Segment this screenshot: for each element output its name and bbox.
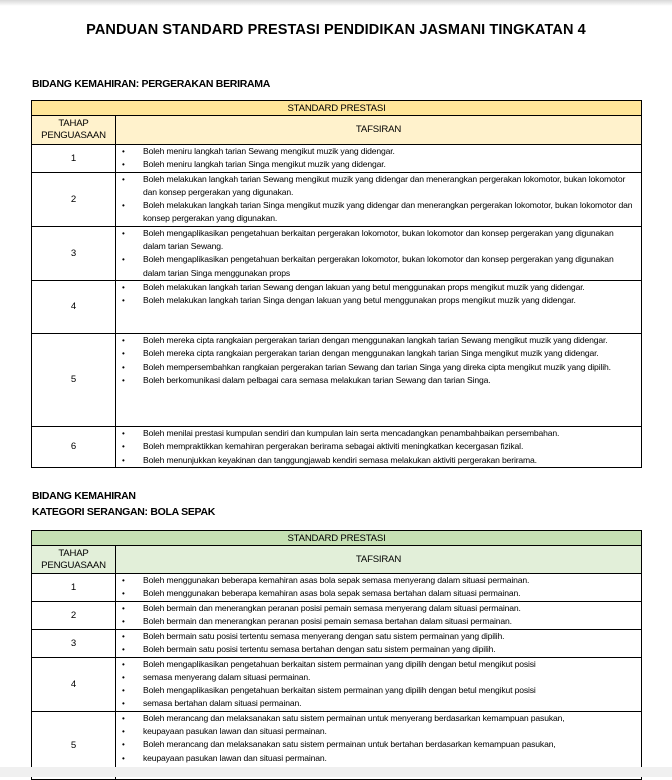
table-row xyxy=(32,280,642,333)
table-row xyxy=(32,574,642,602)
list-item xyxy=(116,347,641,360)
list-item xyxy=(116,725,641,738)
list-item-text: Boleh bermain dan menerangkan peranan posisi pemain semasa bertahan dalam situasi permainan. xyxy=(143,616,512,627)
table-row xyxy=(32,172,642,226)
level-cell: 6 xyxy=(32,426,116,467)
description-cell xyxy=(116,629,642,657)
list-item-text: keupayaan pasukan lawan dan situasi permainan. xyxy=(143,752,327,763)
description-list xyxy=(116,658,641,711)
section-heading-bidang-kemahiran: BIDANG KEMAHIRAN xyxy=(32,490,136,502)
list-item xyxy=(116,281,641,294)
list-item xyxy=(116,145,641,158)
description-list xyxy=(116,427,641,467)
list-item xyxy=(116,574,641,587)
level-cell: 2 xyxy=(32,602,116,630)
column-header-level: TAHAP PENGUASAAN xyxy=(32,546,116,574)
description-list xyxy=(116,173,641,226)
table-row xyxy=(32,602,642,630)
list-item-text: Boleh menilai prestasi kumpulan sendiri dan kumpulan lain serta mencadangkan penambahbaikan persembahan. xyxy=(143,427,560,438)
list-item xyxy=(116,752,641,765)
description-cell xyxy=(116,657,642,711)
list-item xyxy=(116,643,641,656)
list-item-text: Boleh menggunakan beberapa kemahiran asas bola sepak semasa menyerang dalam situasi permainan. xyxy=(143,575,530,585)
bullet-icon: • xyxy=(122,672,125,682)
list-item xyxy=(116,158,641,171)
bullet-icon: • xyxy=(122,375,125,385)
list-item xyxy=(116,427,641,440)
description-cell xyxy=(116,426,642,467)
section-heading-kategori-serangan: KATEGORI SERANGAN: BOLA SEPAK xyxy=(32,506,216,518)
bullet-icon: • xyxy=(122,604,125,613)
list-item-text: Boleh melakukan langkah tarian Singa mengikut muzik yang didengar dan menerangkan pergerakan lokomotor, bukan lokomotor dan konsep pergerakan yang digunakan. xyxy=(143,200,633,224)
column-header-desc: TAFSIRAN xyxy=(116,546,642,574)
bullet-icon: • xyxy=(122,160,125,170)
description-cell xyxy=(116,602,642,630)
level-cell: 3 xyxy=(32,629,116,657)
list-item xyxy=(116,697,641,710)
viewer-bottom-strip xyxy=(0,767,672,777)
bullet-icon: • xyxy=(122,428,125,438)
table-band-header: STANDARD PRESTASI xyxy=(32,101,642,116)
list-item-text: semasa bertahan dalam situasi permainan. xyxy=(143,698,302,709)
bullet-icon: • xyxy=(122,442,125,452)
list-item-text: Boleh mempraktikkan kemahiran pergerakan berirama sebagai aktiviti meningkatkan kecergasan fizikal. xyxy=(143,441,524,452)
document-title: PANDUAN STANDARD PRESTASI PENDIDIKAN JASMANI TINGKATAN 4 xyxy=(86,22,586,38)
list-item xyxy=(116,227,641,254)
bullet-icon: • xyxy=(122,686,125,696)
list-item xyxy=(116,454,641,467)
bullet-icon: • xyxy=(122,201,125,211)
list-item xyxy=(116,684,641,697)
bullet-icon: • xyxy=(122,296,125,306)
level-cell: 3 xyxy=(32,226,116,280)
bullet-icon: • xyxy=(122,644,125,654)
list-item xyxy=(116,587,641,600)
list-item-text: Boleh mengaplikasikan pengetahuan berkaitan pergerakan lokomotor, bukan lokomotor dan konsep pergerakan yang digunakan dalam tarian Singa menggunakan props xyxy=(143,254,614,278)
level-cell: 5 xyxy=(32,333,116,426)
table-row xyxy=(32,657,642,711)
list-item xyxy=(116,602,641,615)
description-list xyxy=(116,227,641,280)
list-item-text: Boleh menunjukkan keyakinan dan tanggungjawab kendiri semasa melakukan aktiviti pergerakan berirama. xyxy=(143,454,537,465)
list-item xyxy=(116,738,641,751)
level-cell: 1 xyxy=(32,574,116,602)
list-item xyxy=(116,199,641,226)
bullet-icon: • xyxy=(122,147,125,156)
list-item xyxy=(116,334,641,347)
description-cell xyxy=(116,172,642,226)
level-cell: 1 xyxy=(32,145,116,173)
standard-prestasi-table-berirama xyxy=(31,100,642,468)
bullet-icon: • xyxy=(122,349,125,359)
description-list xyxy=(116,602,641,629)
list-item xyxy=(116,712,641,725)
level-cell: 2 xyxy=(32,172,116,226)
bullet-icon: • xyxy=(122,335,125,345)
bullet-icon: • xyxy=(122,576,125,585)
description-cell xyxy=(116,333,642,426)
table-row xyxy=(32,426,642,467)
bullet-icon: • xyxy=(122,174,125,184)
list-item xyxy=(116,294,641,307)
column-header-level: TAHAP PENGUASAAN xyxy=(32,116,116,145)
list-item xyxy=(116,361,641,374)
bullet-icon: • xyxy=(122,753,125,763)
section-heading-pergerakan-berirama: BIDANG KEMAHIRAN: PERGERAKAN BERIRAMA xyxy=(32,78,270,90)
list-item-text: Boleh mereka cipta rangkaian pergerakan tarian dengan menggunakan langkah tarian Sewang mengikut muzik yang didengar. xyxy=(143,334,608,345)
list-item-text: semasa menyerang dalam situasi permainan. xyxy=(143,671,311,682)
description-list xyxy=(116,630,641,657)
bullet-icon: • xyxy=(122,659,125,669)
level-cell: 4 xyxy=(32,657,116,711)
table-band-header: STANDARD PRESTASI xyxy=(32,531,642,546)
list-item-text: Boleh melakukan langkah tarian Sewang dengan lakuan yang betul menggunakan props mengikut muzik yang didengar. xyxy=(143,281,585,292)
list-item-text: Boleh meniru langkah tarian Singa mengikut muzik yang didengar. xyxy=(143,159,386,170)
list-item-text: Boleh bermain satu posisi tertentu semasa bertahan dengan satu sistem permainan yang dipilih. xyxy=(143,643,496,654)
bullet-icon: • xyxy=(122,617,125,627)
list-item xyxy=(116,173,641,200)
description-list xyxy=(116,334,641,387)
bullet-icon: • xyxy=(122,699,125,709)
list-item-text: Boleh bermain dan menerangkan peranan posisi pemain semasa menyerang dalam situasi permainan. xyxy=(143,603,521,613)
column-header-desc: TAFSIRAN xyxy=(116,116,642,145)
list-item xyxy=(116,253,641,280)
list-item-text: Boleh mereka cipta rangkaian pergerakan tarian dengan menggunakan langkah tarian Singa mengikut muzik yang didengar. xyxy=(143,348,599,359)
list-item-text: Boleh mempersembahkan rangkaian pergerakan tarian Sewang dan tarian Singa yang direka cipta mengikut muzik yang dipilih. xyxy=(143,361,611,372)
level-cell: 4 xyxy=(32,280,116,333)
description-list xyxy=(116,574,641,601)
bullet-icon: • xyxy=(122,727,125,737)
viewer-top-shadow xyxy=(0,0,672,6)
list-item-text: keupayaan pasukan lawan dan situasi permainan. xyxy=(143,726,327,737)
table-row xyxy=(32,629,642,657)
list-item-text: Boleh mengaplikasikan pengetahuan berkaitan pergerakan lokomotor, bukan lokomotor dan konsep pergerakan yang digunakan dalam tarian Sewang. xyxy=(143,227,614,252)
table-row xyxy=(32,333,642,426)
level-cell: 5 xyxy=(32,711,116,779)
bullet-icon: • xyxy=(122,589,125,599)
bullet-icon: • xyxy=(122,362,125,372)
bullet-icon: • xyxy=(122,228,125,238)
description-list xyxy=(116,145,641,172)
standard-prestasi-table-bola-sepak xyxy=(31,530,642,780)
list-item-text: Boleh menggunakan beberapa kemahiran asas bola sepak semasa bertahan dalam situasi permainan. xyxy=(143,588,521,599)
list-item-text: Boleh mengaplikasikan pengetahuan berkaitan sistem permainan yang dipilih dengan betul mengikut posisi xyxy=(143,685,536,696)
bullet-icon: • xyxy=(122,631,125,641)
list-item xyxy=(116,615,641,628)
description-cell xyxy=(116,226,642,280)
list-item xyxy=(116,440,641,453)
list-item xyxy=(116,671,641,684)
list-item xyxy=(116,630,641,643)
list-item-text: Boleh merancang dan melaksanakan satu sistem permainan untuk menyerang berdasarkan kemampuan pasukan, xyxy=(143,712,565,723)
list-item-text: Boleh bermain satu posisi tertentu semasa menyerang dengan satu sistem permainan yang dipilih. xyxy=(143,630,505,641)
table-row xyxy=(32,145,642,173)
list-item-text: Boleh melakukan langkah tarian Singa dengan lakuan yang betul menggunakan props mengikut muzik yang didengar. xyxy=(143,295,576,306)
list-item xyxy=(116,374,641,387)
list-item-text: Boleh merancang dan melaksanakan satu sistem permainan untuk bertahan berdasarkan kemampuan pasukan, xyxy=(143,739,556,750)
list-item-text: Boleh berkomunikasi dalam pelbagai cara semasa melakukan tarian Sewang dan tarian Singa. xyxy=(143,374,491,385)
bullet-icon: • xyxy=(122,740,125,750)
bullet-icon: • xyxy=(122,255,125,265)
list-item-text: Boleh melakukan langkah tarian Sewang mengikut muzik yang didengar dan menerangkan pergerakan lokomotor, bukan lokomotor dan konsep pergerakan yang digunakan. xyxy=(143,173,626,197)
bullet-icon: • xyxy=(122,282,125,292)
list-item xyxy=(116,658,641,671)
table-row xyxy=(32,226,642,280)
list-item-text: Boleh meniru langkah tarian Sewang mengikut muzik yang didengar. xyxy=(143,146,395,156)
list-item-text: Boleh mengaplikasikan pengetahuan berkaitan sistem permainan yang dipilih dengan betul mengikut posisi xyxy=(143,658,536,669)
description-list xyxy=(116,281,641,308)
bullet-icon: • xyxy=(122,713,125,723)
bullet-icon: • xyxy=(122,455,125,465)
description-cell xyxy=(116,145,642,173)
description-cell xyxy=(116,574,642,602)
description-cell xyxy=(116,280,642,333)
